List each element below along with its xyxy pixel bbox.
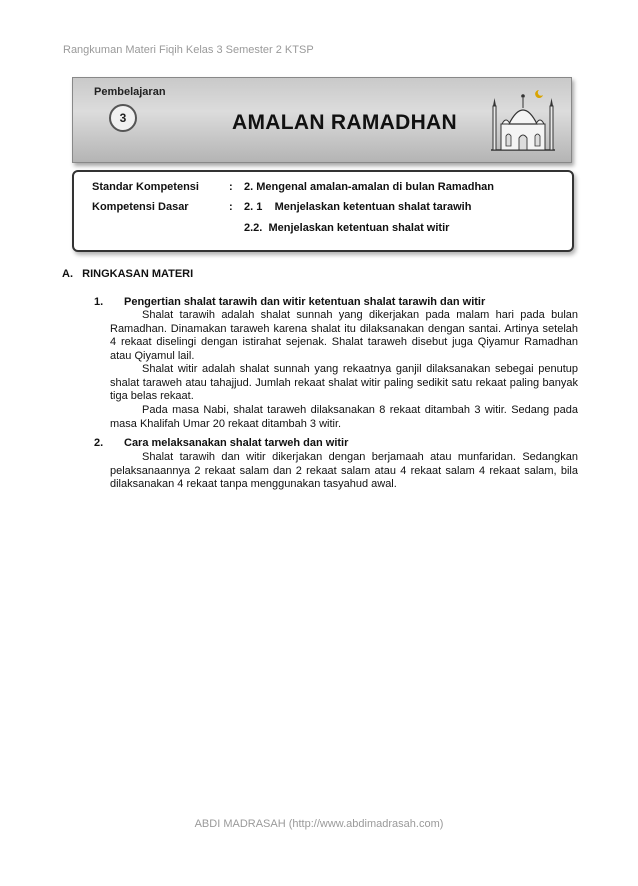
- standar-kompetensi-label: Standar Kompetensi: [92, 181, 199, 193]
- section-marker: A.: [62, 268, 73, 280]
- lesson-number-badge: 3: [109, 104, 137, 132]
- item-heading: Pengertian shalat tarawih dan witir ketentuan shalat tarawih dan witir: [124, 296, 486, 308]
- kompetensi-dasar-item: 2. 1 Menjelaskan ketentuan shalat tarawih: [244, 201, 472, 213]
- page-footer: ABDI MADRASAH (http://www.abdimadrasah.com): [194, 818, 444, 830]
- item-number: 2.: [94, 437, 104, 449]
- section-heading: [62, 268, 193, 282]
- item-heading: Cara melaksanakan shalat tarweh dan witir: [124, 437, 349, 449]
- kompetensi-dasar-item: 2.2. Menjelaskan ketentuan shalat witir: [244, 222, 450, 234]
- lesson-banner: [72, 77, 572, 163]
- kd-colon: :: [229, 201, 233, 213]
- standar-kompetensi-value: 2. Mengenal amalan-amalan di bulan Ramadhan: [244, 181, 495, 193]
- kompetensi-dasar-label: Kompetensi Dasar: [92, 201, 189, 213]
- section-title: RINGKASAN MATERI: [82, 268, 194, 280]
- lesson-title: AMALAN RAMADHAN: [232, 111, 457, 134]
- kompetensi-box: [72, 170, 574, 252]
- page-header-note: Rangkuman Materi Fiqih Kelas 3 Semester 2 KTSP: [63, 44, 314, 56]
- item-number: 1.: [94, 296, 104, 308]
- banner-label: Pembelajaran: [94, 86, 166, 98]
- paragraph: Shalat tarawih adalah shalat sunnah yang dikerjakan pada malam hari pada bulan Ramadhan. Dinamakan taraweh karena shalat itu dilaksanakan dengan santai. Artinya setelah 4 rekaat diselingi dengan istirahat sejenak. Shalat taraweh disebut juga Qiyamur Ramadhan atau Qiyamul lail.: [110, 309, 578, 362]
- paragraph: Pada masa Nabi, shalat taraweh dilaksanakan 8 rekaat ditambah 3 witir. Sedang pada masa Khalifah Umar 20 rekaat ditambah 3 witir.: [110, 404, 578, 430]
- mosque-icon: [487, 84, 559, 154]
- sk-colon: :: [229, 181, 233, 193]
- paragraph: Shalat tarawih dan witir dikerjakan dengan berjamaah atau munfaridan. Sedangkan pelaksanaannya 2 rekaat salam dan 2 rekaat salam atau 4 rekaat salam 4 rekaat salam, bila dilaksanakan 4 rekaat tanpa menggunakan tasyahud awal.: [110, 451, 578, 491]
- paragraph: Shalat witir adalah shalat sunnah yang rekaatnya ganjil dilaksanakan sebegai penutup shalat taraweh atau tahajjud. Jumlah rekaat shalat witir paling sedikit satu rekaat paling banyak tiga belas rekaat.: [110, 363, 578, 403]
